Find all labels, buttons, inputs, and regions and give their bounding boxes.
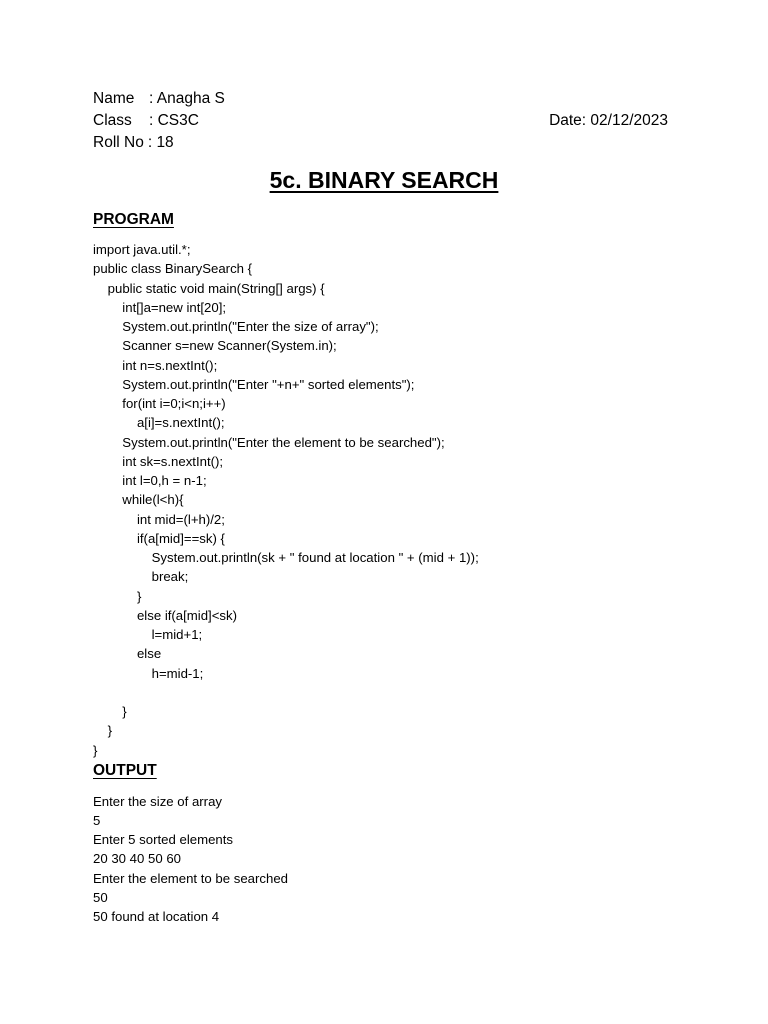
name-label: Name — [93, 90, 135, 107]
code-line: if(a[mid]==sk) { — [93, 530, 225, 546]
code-line — [93, 683, 479, 702]
output-heading: OUTPUT — [93, 762, 157, 779]
roll-row — [93, 132, 673, 154]
program-output — [93, 792, 288, 926]
code-line: } — [93, 704, 127, 719]
code-line: else — [93, 646, 162, 662]
page-title-wrap — [0, 164, 768, 196]
program-heading: PROGRAM — [93, 211, 174, 228]
output-line: Enter the size of array — [93, 794, 223, 809]
output-line: 20 30 40 50 60 — [93, 851, 181, 867]
student-info — [93, 88, 673, 154]
class-value: : CS3C — [149, 112, 199, 129]
output-line: 50 found at location 4 — [93, 908, 220, 924]
page-title: 5c. BINARY SEARCH — [269, 167, 499, 193]
code-line: import java.util.*; — [93, 242, 191, 257]
roll-value: : 18 — [147, 134, 174, 151]
code-line: System.out.println("Enter "+n+" sorted elements"); — [93, 376, 415, 392]
output-line: Enter the element to be searched — [93, 870, 289, 886]
code-line: int sk=s.nextInt(); — [93, 453, 224, 469]
roll-field — [93, 132, 174, 154]
name-field — [93, 88, 225, 110]
code-line: System.out.println("Enter the size of array"); — [93, 319, 379, 334]
output-line: Enter 5 sorted elements — [93, 832, 234, 848]
code-line: a[i]=s.nextInt(); — [93, 415, 225, 431]
code-line: int n=s.nextInt(); — [93, 357, 218, 373]
code-line: h=mid-1; — [93, 665, 204, 681]
class-field — [93, 110, 199, 132]
code-line: public static void main(String[] args) { — [93, 280, 325, 296]
name-row — [93, 88, 673, 110]
date-text: Date: 02/12/2023 — [549, 112, 668, 129]
code-line: } — [93, 742, 98, 758]
code-line: int l=0,h = n-1; — [93, 473, 207, 488]
name-value: : Anagha S — [149, 90, 225, 107]
roll-label: Roll No — [93, 134, 144, 151]
code-line: } — [93, 723, 113, 739]
class-row — [93, 110, 673, 132]
code-line: } — [93, 588, 142, 604]
class-label: Class — [93, 112, 132, 129]
code-listing — [93, 240, 479, 760]
code-line: int mid=(l+h)/2; — [93, 511, 225, 527]
code-line: for(int i=0;i<n;i++) — [93, 396, 226, 411]
output-line: 50 — [93, 889, 108, 905]
code-line: System.out.println("Enter the element to be searched"); — [93, 434, 445, 450]
code-line: break; — [93, 569, 189, 585]
output-line: 5 — [93, 813, 101, 829]
code-line: l=mid+1; — [93, 627, 203, 642]
code-line: System.out.println(sk + " found at location " + (mid + 1)); — [93, 550, 479, 565]
code-line: public class BinarySearch { — [93, 261, 253, 277]
code-line: Scanner s=new Scanner(System.in); — [93, 338, 337, 354]
code-line: else if(a[mid]<sk) — [93, 607, 238, 623]
code-line: int[]a=new int[20]; — [93, 299, 227, 315]
code-line: while(l<h){ — [93, 492, 184, 508]
